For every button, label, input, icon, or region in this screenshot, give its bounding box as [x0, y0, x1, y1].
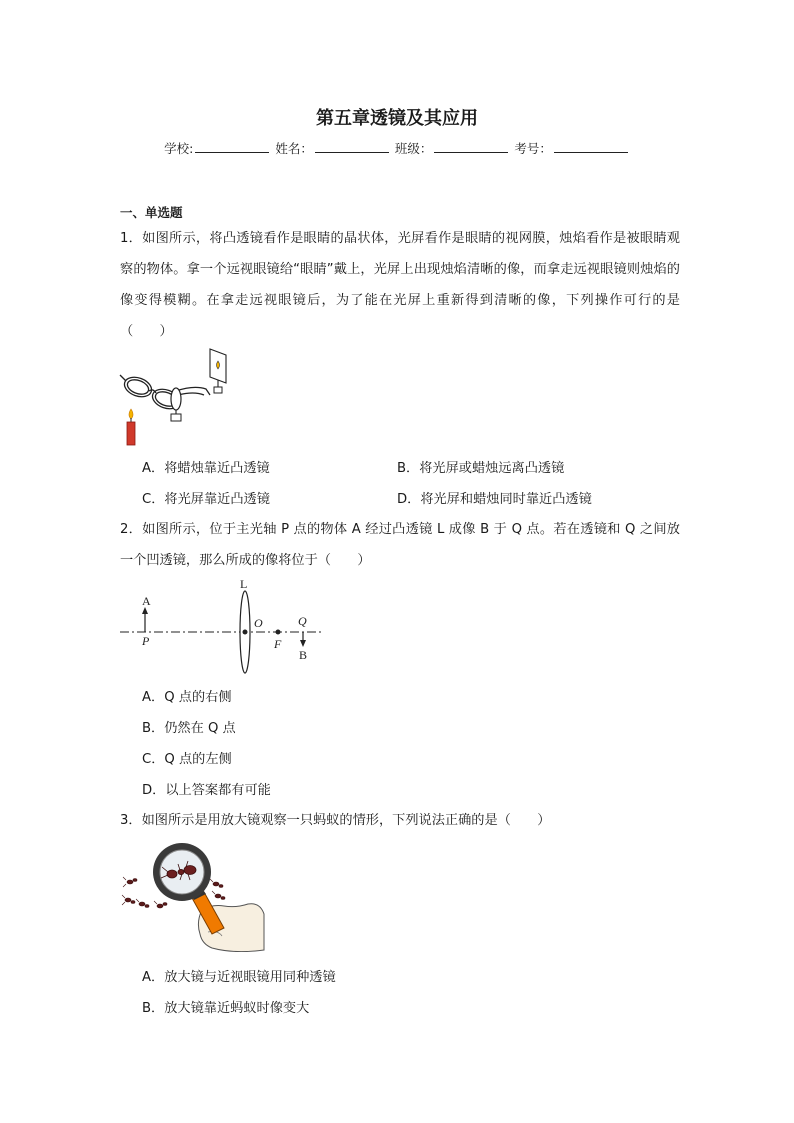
class-blank[interactable]	[434, 140, 508, 153]
class-label: 班级：	[394, 141, 433, 156]
question-2-stem: 2．如图所示，位于主光轴 P 点的物体 A 经过凸透镜 L 成像 B 于 Q 点。若在透镜和 Q 之间放一个凹透镜，那么所成的像将位于（ ）	[120, 522, 680, 568]
convex-lens-icon	[171, 388, 181, 421]
question-1-option-b[interactable]: B．将光屏或蜡烛远离凸透镜	[397, 461, 565, 476]
name-blank[interactable]	[315, 140, 389, 153]
optical-center-point	[243, 630, 248, 635]
question-3-option-a[interactable]: A．放大镜与近视眼镜用同种透镜	[142, 970, 336, 985]
question-1-option-c[interactable]: C．将光屏靠近凸透镜	[142, 492, 270, 507]
school-label: 学校:	[164, 141, 194, 156]
light-screen-icon	[210, 349, 226, 393]
image-arrow-b	[300, 632, 306, 647]
label-f: F	[274, 637, 282, 651]
section-heading: 一、单选题	[120, 205, 183, 220]
label-q: Q	[298, 614, 307, 628]
candle-icon	[127, 409, 135, 445]
number-blank[interactable]	[554, 140, 628, 153]
label-o: O	[254, 616, 263, 630]
question-3-stem: 3．如图所示是用放大镜观察一只蚂蚁的情形，下列说法正确的是（ ）	[120, 813, 551, 828]
label-p: P	[142, 634, 150, 648]
convex-lens-ray-diagram	[118, 577, 324, 677]
student-info-line	[0, 139, 794, 157]
label-b: B	[299, 648, 308, 662]
question-2-option-d[interactable]: D．以上答案都有可能	[142, 783, 271, 798]
question-3-option-b[interactable]: B．放大镜靠近蚂蚁时像变大	[142, 1001, 310, 1016]
hyperopia-glasses-icon	[120, 374, 210, 412]
label-a: A	[142, 594, 151, 608]
question-1-option-d[interactable]: D．将光屏和蜡烛同时靠近凸透镜	[397, 492, 592, 507]
name-label: 姓名：	[275, 141, 313, 156]
page-title: 第五章透镜及其应用	[316, 108, 478, 129]
question-2-option-c[interactable]: C．Q 点的左侧	[142, 752, 232, 767]
question-1-option-a[interactable]: A．将蜡烛靠近凸透镜	[142, 461, 270, 476]
number-label: 考号：	[514, 141, 552, 156]
lens-eye-experiment-figure	[118, 347, 240, 447]
object-arrow-a	[142, 607, 148, 632]
question-2-option-b[interactable]: B．仍然在 Q 点	[142, 721, 236, 736]
question-2-option-a[interactable]: A．Q 点的右侧	[142, 690, 232, 705]
question-1-stem: 1．如图所示，将凸透镜看作是眼睛的晶状体，光屏看作是眼睛的视网膜，烛焰看作是被眼睛观察的物体。拿一个远视眼镜给“眼睛”戴上，光屏上出现烛焰清晰的像，而拿走远视眼镜则烛焰的像变得模糊。在拿走远视眼镜后，为了能在光屏上重新得到清晰的像，下列操作可行的是（ ）	[120, 231, 680, 339]
school-blank[interactable]	[195, 140, 269, 153]
focal-point	[276, 630, 281, 635]
label-l: L	[240, 577, 248, 591]
magnifier-ant-figure	[120, 840, 270, 952]
